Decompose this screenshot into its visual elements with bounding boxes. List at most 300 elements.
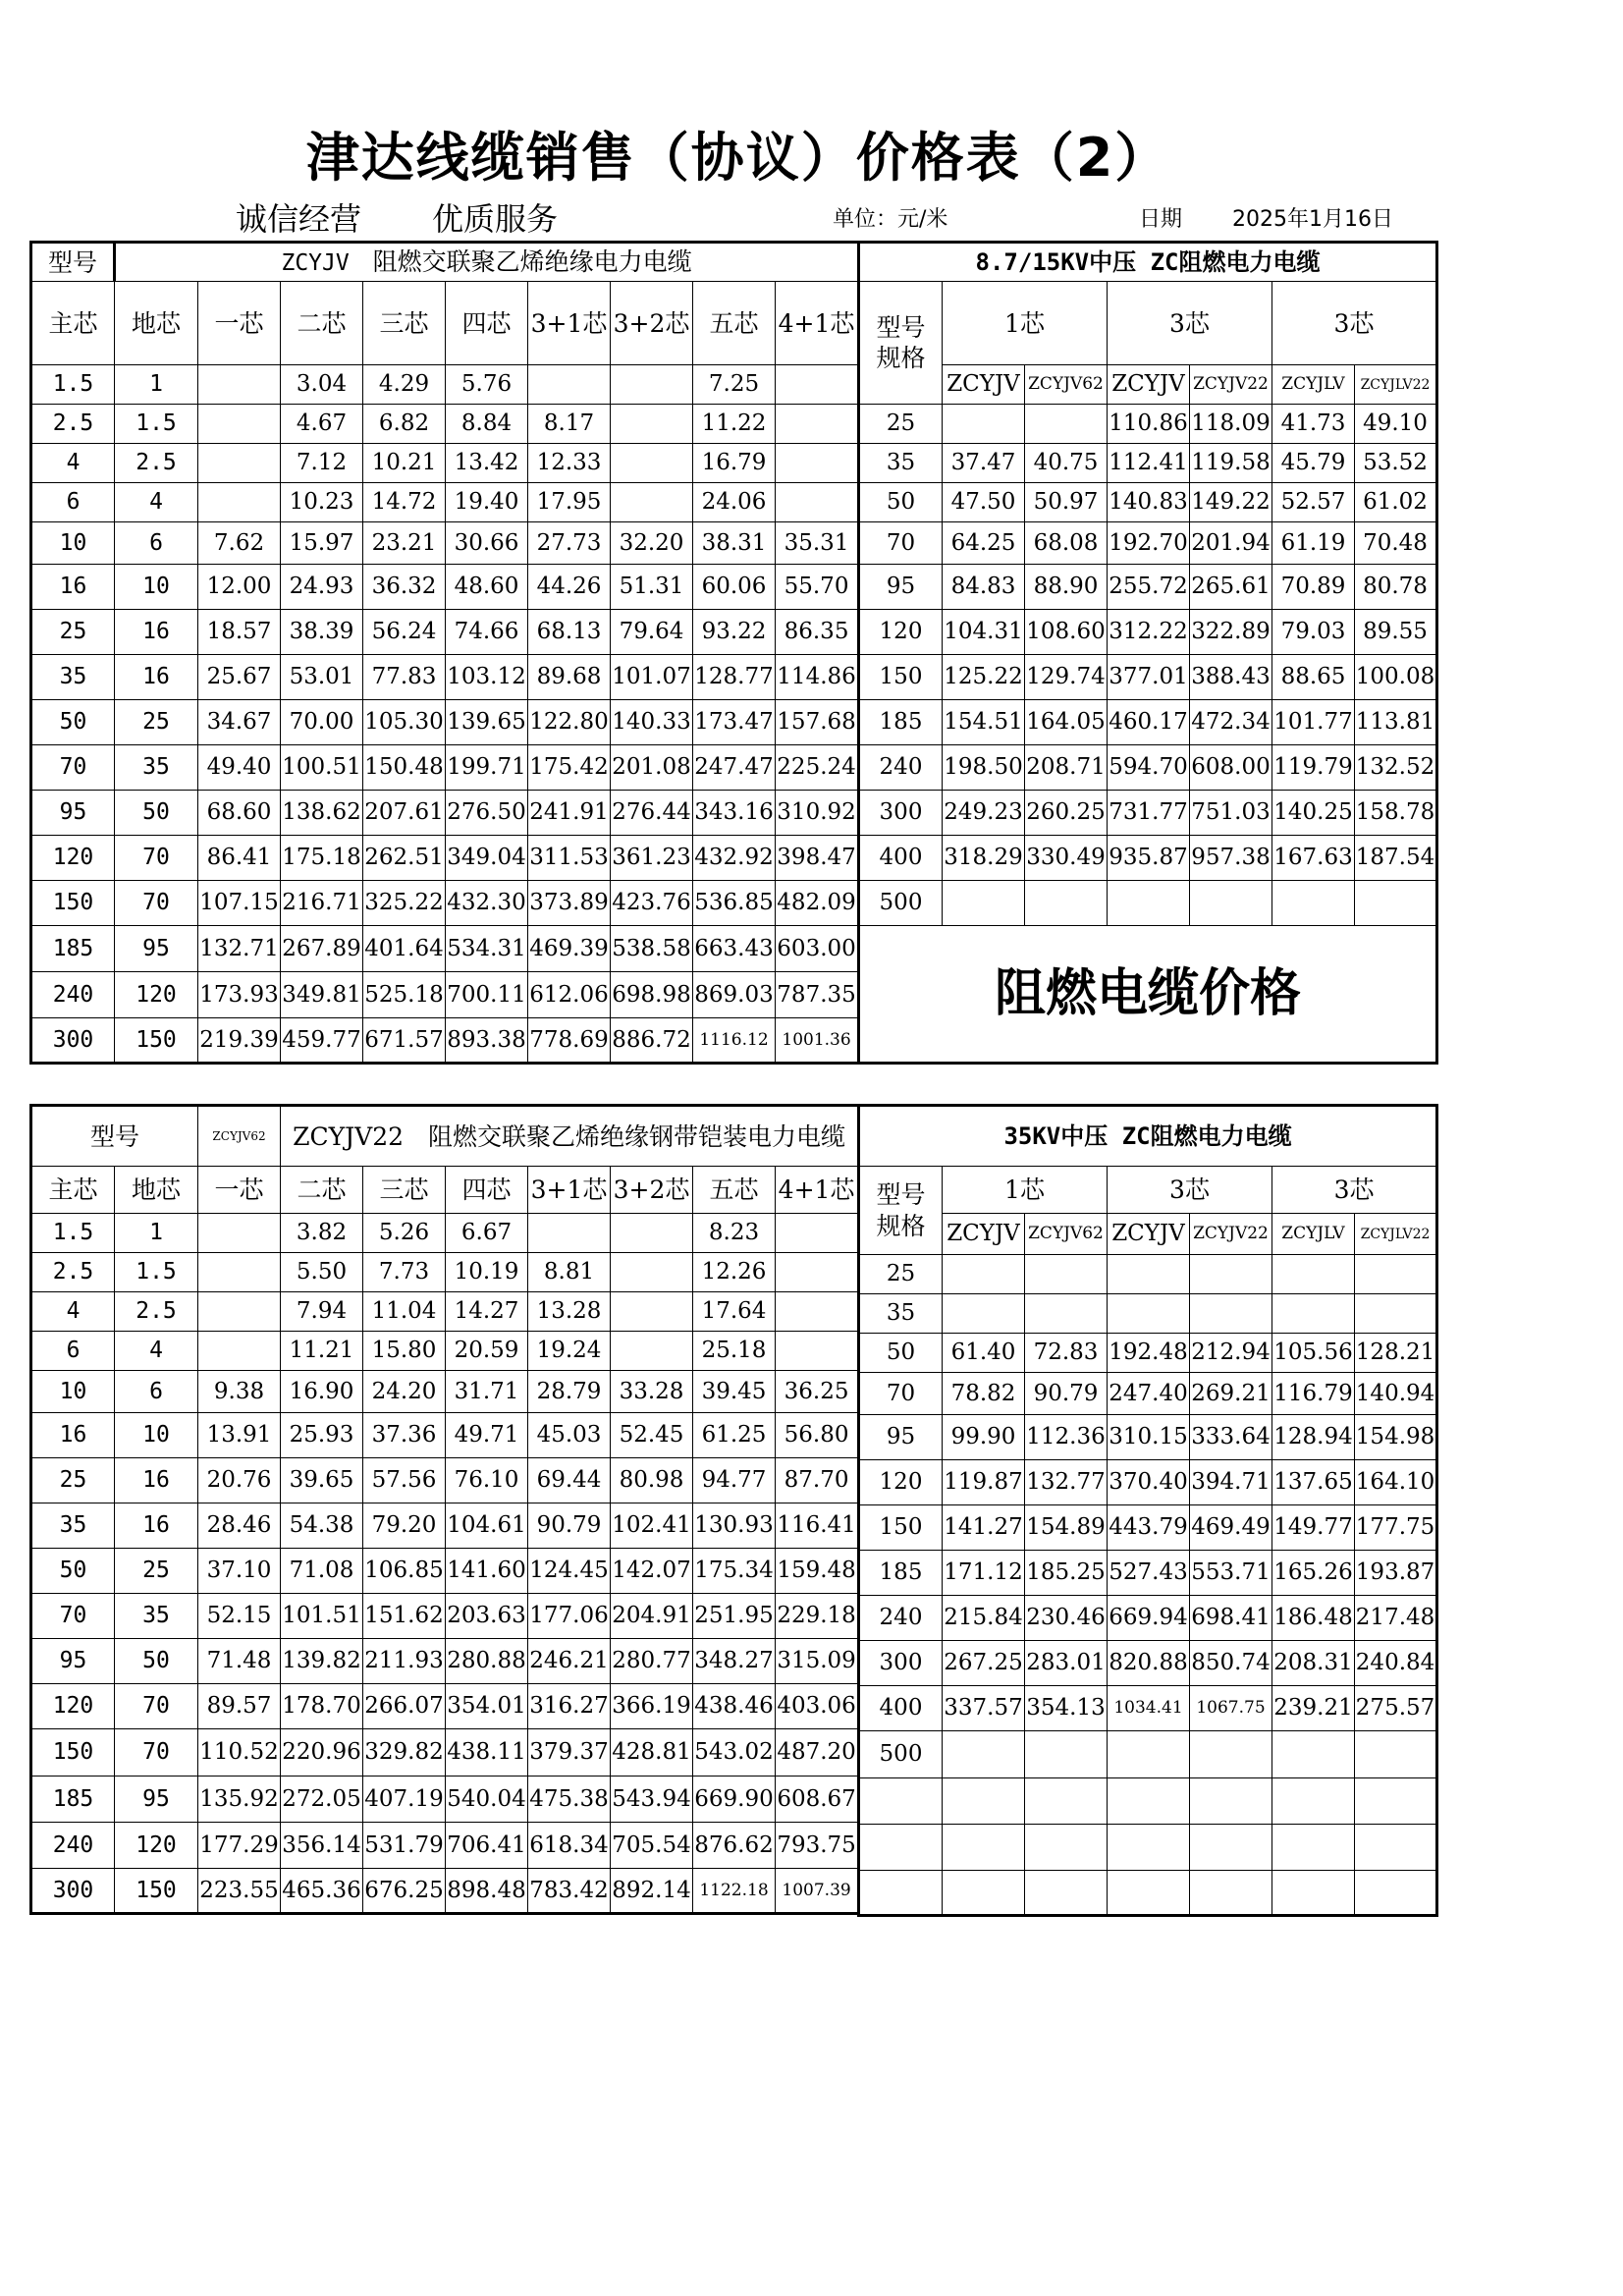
main-core-size: 4 — [31, 1292, 115, 1332]
table-row — [859, 745, 1437, 791]
price-cell: 113.81 — [1355, 700, 1437, 745]
column-header: ZCYJV — [943, 1214, 1025, 1255]
table-row — [859, 1551, 1437, 1596]
table-row — [859, 655, 1437, 700]
ground-core-size: 10 — [115, 565, 198, 610]
main-core-size: 1.5 — [31, 1214, 115, 1253]
price-cell: 31.71 — [446, 1371, 528, 1413]
spec-size: 25 — [859, 1255, 943, 1294]
price-cell: 107.15 — [198, 881, 281, 926]
column-header: 五芯 — [693, 282, 776, 365]
price-cell: 53.01 — [281, 655, 363, 700]
price-cell: 269.21 — [1190, 1373, 1272, 1415]
price-cell: 84.83 — [943, 565, 1025, 610]
column-header: 一芯 — [198, 1167, 281, 1214]
price-cell: 55.70 — [776, 565, 859, 610]
price-cell: 175.18 — [281, 836, 363, 881]
main-core-size: 35 — [31, 655, 115, 700]
price-cell: 199.71 — [446, 745, 528, 791]
price-cell — [1025, 1731, 1108, 1778]
main-core-size: 10 — [31, 1371, 115, 1413]
table-row — [859, 1460, 1437, 1505]
price-cell: 531.79 — [363, 1823, 446, 1869]
price-cell: 49.40 — [198, 745, 281, 791]
price-cell: 935.87 — [1108, 836, 1190, 881]
price-cell — [943, 1294, 1025, 1334]
table-row — [859, 1641, 1437, 1686]
table-row — [859, 1294, 1437, 1334]
price-cell: 12.33 — [528, 444, 611, 483]
price-cell: 125.22 — [943, 655, 1025, 700]
main-core-size: 240 — [31, 972, 115, 1018]
price-cell: 1001.36 — [776, 1018, 859, 1064]
table-row — [31, 972, 859, 1018]
price-cell: 14.72 — [363, 483, 446, 522]
price-cell: 33.28 — [611, 1371, 693, 1413]
price-cell — [1025, 1778, 1108, 1825]
price-cell: 472.34 — [1190, 700, 1272, 745]
price-cell: 28.46 — [198, 1503, 281, 1549]
price-cell — [776, 365, 859, 405]
price-cell: 333.64 — [1190, 1415, 1272, 1460]
price-cell: 8.81 — [528, 1253, 611, 1292]
column-header: ZCYJV — [1108, 1214, 1190, 1255]
price-cell: 61.19 — [1272, 522, 1355, 565]
price-cell: 16.79 — [693, 444, 776, 483]
price-cell: 68.08 — [1025, 522, 1108, 565]
price-cell: 70.89 — [1272, 565, 1355, 610]
column-header: ZCYJV62 — [1025, 365, 1108, 405]
price-cell — [943, 1778, 1025, 1825]
price-cell — [198, 1332, 281, 1371]
price-cell: 140.25 — [1272, 791, 1355, 836]
price-cell: 19.40 — [446, 483, 528, 522]
price-cell: 139.82 — [281, 1639, 363, 1684]
column-header: 4+1芯 — [776, 1167, 859, 1214]
price-cell: 119.58 — [1190, 444, 1272, 483]
price-cell — [1025, 1294, 1108, 1334]
table-row — [31, 1332, 859, 1371]
price-cell: 141.60 — [446, 1549, 528, 1594]
price-cell — [776, 1253, 859, 1292]
spec-size: 150 — [859, 1505, 943, 1551]
price-cell: 13.91 — [198, 1413, 281, 1458]
column-header: 四芯 — [446, 1167, 528, 1214]
table-row — [859, 1825, 1437, 1871]
main-core-size: 6 — [31, 1332, 115, 1371]
column-header: 二芯 — [281, 282, 363, 365]
spec-size: 70 — [859, 1373, 943, 1415]
main-core-size: 25 — [31, 1458, 115, 1503]
price-cell: 112.36 — [1025, 1415, 1108, 1460]
price-cell: 267.25 — [943, 1641, 1025, 1686]
price-cell: 201.08 — [611, 745, 693, 791]
price-cell: 219.39 — [198, 1018, 281, 1064]
price-cell: 70.48 — [1355, 522, 1437, 565]
single-core-header: 1芯 — [943, 1167, 1108, 1214]
price-cell — [1272, 1825, 1355, 1871]
price-cell: 538.58 — [611, 926, 693, 972]
price-cell: 4.29 — [363, 365, 446, 405]
price-cell: 1122.18 — [693, 1869, 776, 1914]
price-cell: 57.56 — [363, 1458, 446, 1503]
price-cell: 612.06 — [528, 972, 611, 1018]
price-cell: 101.07 — [611, 655, 693, 700]
price-cell: 94.77 — [693, 1458, 776, 1503]
price-cell: 211.93 — [363, 1639, 446, 1684]
price-cell: 850.74 — [1190, 1641, 1272, 1686]
price-cell: 432.30 — [446, 881, 528, 926]
price-cell — [1108, 1255, 1190, 1294]
price-cell — [1355, 881, 1437, 926]
main-core-size: 2.5 — [31, 405, 115, 444]
price-cell: 128.21 — [1355, 1334, 1437, 1373]
price-cell: 38.31 — [693, 522, 776, 565]
price-cell: 356.14 — [281, 1823, 363, 1869]
price-cell — [611, 405, 693, 444]
price-cell — [611, 365, 693, 405]
price-cell: 216.71 — [281, 881, 363, 926]
price-cell: 61.25 — [693, 1413, 776, 1458]
table-row — [859, 1334, 1437, 1373]
price-cell: 157.68 — [776, 700, 859, 745]
price-cell — [1355, 1825, 1437, 1871]
price-cell: 6.67 — [446, 1214, 528, 1253]
spec-size: 185 — [859, 1551, 943, 1596]
price-cell: 255.72 — [1108, 565, 1190, 610]
column-header: ZCYJLV22 — [1355, 1214, 1437, 1255]
table-row — [31, 1253, 859, 1292]
price-cell: 118.09 — [1190, 405, 1272, 444]
price-cell — [1025, 1825, 1108, 1871]
price-cell — [1355, 1731, 1437, 1778]
spec-size: 400 — [859, 836, 943, 881]
price-cell: 751.03 — [1190, 791, 1272, 836]
price-cell: 247.40 — [1108, 1373, 1190, 1415]
price-cell: 110.52 — [198, 1729, 281, 1777]
table-row — [31, 1869, 859, 1914]
price-cell: 129.74 — [1025, 655, 1108, 700]
table-row — [859, 1596, 1437, 1641]
price-cell: 469.49 — [1190, 1505, 1272, 1551]
price-cell — [1025, 1255, 1108, 1294]
price-cell: 7.12 — [281, 444, 363, 483]
column-header: 3+1芯 — [528, 282, 611, 365]
price-cell: 177.29 — [198, 1823, 281, 1869]
price-cell: 443.79 — [1108, 1505, 1190, 1551]
spec-size: 70 — [859, 522, 943, 565]
ground-core-size: 35 — [115, 745, 198, 791]
price-cell: 86.35 — [776, 610, 859, 655]
price-cell: 266.07 — [363, 1684, 446, 1729]
price-cell: 275.57 — [1355, 1686, 1437, 1731]
price-cell: 25.93 — [281, 1413, 363, 1458]
top-left-section-title — [115, 243, 859, 282]
table-row — [31, 365, 859, 405]
price-cell: 898.48 — [446, 1869, 528, 1914]
price-cell: 373.89 — [528, 881, 611, 926]
column-header: 三芯 — [363, 1167, 446, 1214]
price-cell — [198, 483, 281, 522]
flame-retardant-price-banner: 阻燃电缆价格 — [859, 926, 1437, 1064]
ground-core-size: 150 — [115, 1869, 198, 1914]
column-header: ZCYJLV22 — [1355, 365, 1437, 405]
bottom-right-section-title: 35KV中压 ZC阻燃电力电缆 — [859, 1106, 1437, 1167]
single-core-header: 1芯 — [943, 282, 1108, 365]
ground-core-size: 6 — [115, 522, 198, 565]
price-cell: 276.44 — [611, 791, 693, 836]
price-cell: 45.79 — [1272, 444, 1355, 483]
spec-size: 120 — [859, 1460, 943, 1505]
price-cell: 100.08 — [1355, 655, 1437, 700]
price-cell: 104.31 — [943, 610, 1025, 655]
price-cell: 7.25 — [693, 365, 776, 405]
price-cell: 36.32 — [363, 565, 446, 610]
price-cell: 608.67 — [776, 1777, 859, 1823]
price-cell — [1025, 1871, 1108, 1916]
price-cell: 164.10 — [1355, 1460, 1437, 1505]
price-cell: 154.89 — [1025, 1505, 1108, 1551]
ground-core-size: 16 — [115, 1458, 198, 1503]
price-cell: 124.45 — [528, 1549, 611, 1594]
price-cell: 50.97 — [1025, 483, 1108, 522]
price-cell: 187.54 — [1355, 836, 1437, 881]
price-cell: 74.66 — [446, 610, 528, 655]
price-cell — [611, 444, 693, 483]
three-core-header-al: 3芯 — [1272, 282, 1437, 365]
price-cell: 201.94 — [1190, 522, 1272, 565]
price-cell: 10.23 — [281, 483, 363, 522]
price-cell: 217.48 — [1355, 1596, 1437, 1641]
price-cell: 12.26 — [693, 1253, 776, 1292]
price-cell: 99.90 — [943, 1415, 1025, 1460]
table-row — [31, 565, 859, 610]
price-cell: 787.35 — [776, 972, 859, 1018]
price-cell: 438.46 — [693, 1684, 776, 1729]
column-header: 一芯 — [198, 282, 281, 365]
price-cell: 89.55 — [1355, 610, 1437, 655]
price-cell: 49.71 — [446, 1413, 528, 1458]
price-cell: 315.09 — [776, 1639, 859, 1684]
table-row — [859, 836, 1437, 881]
spec-size — [859, 1871, 943, 1916]
spec-size — [859, 1825, 943, 1871]
ground-core-size: 50 — [115, 1639, 198, 1684]
price-cell: 139.65 — [446, 700, 528, 745]
price-cell: 49.10 — [1355, 405, 1437, 444]
price-cell: 16.90 — [281, 1371, 363, 1413]
price-cell: 312.22 — [1108, 610, 1190, 655]
price-cell: 370.40 — [1108, 1460, 1190, 1505]
price-cell: 192.70 — [1108, 522, 1190, 565]
price-cell: 53.52 — [1355, 444, 1437, 483]
price-cell: 154.98 — [1355, 1415, 1437, 1460]
price-cell: 241.91 — [528, 791, 611, 836]
price-cell: 7.94 — [281, 1292, 363, 1332]
price-cell — [1108, 1825, 1190, 1871]
price-cell: 7.62 — [198, 522, 281, 565]
price-cell: 112.41 — [1108, 444, 1190, 483]
price-cell: 876.62 — [693, 1823, 776, 1869]
price-cell — [1355, 1255, 1437, 1294]
price-cell: 700.11 — [446, 972, 528, 1018]
price-cell: 676.25 — [363, 1869, 446, 1914]
price-cell: 310.15 — [1108, 1415, 1190, 1460]
price-cell: 105.30 — [363, 700, 446, 745]
price-cell: 72.83 — [1025, 1334, 1108, 1373]
ground-core-size: 95 — [115, 1777, 198, 1823]
spec-size: 95 — [859, 1415, 943, 1460]
price-cell — [1108, 1731, 1190, 1778]
price-cell: 223.55 — [198, 1869, 281, 1914]
price-cell: 212.94 — [1190, 1334, 1272, 1373]
price-cell: 87.70 — [776, 1458, 859, 1503]
price-cell: 247.47 — [693, 745, 776, 791]
price-cell: 5.50 — [281, 1253, 363, 1292]
price-cell: 13.42 — [446, 444, 528, 483]
column-header: 三芯 — [363, 282, 446, 365]
ground-core-size: 70 — [115, 881, 198, 926]
price-cell: 487.20 — [776, 1729, 859, 1777]
price-cell: 280.77 — [611, 1639, 693, 1684]
price-cell: 76.10 — [446, 1458, 528, 1503]
date-value: 2025年1月16日 — [1232, 207, 1393, 232]
ground-core-size: 16 — [115, 655, 198, 700]
price-cell: 17.64 — [693, 1292, 776, 1332]
main-core-size: 120 — [31, 836, 115, 881]
price-cell: 101.77 — [1272, 700, 1355, 745]
price-cell: 310.92 — [776, 791, 859, 836]
price-cell: 11.22 — [693, 405, 776, 444]
price-cell: 15.97 — [281, 522, 363, 565]
price-cell: 594.70 — [1108, 745, 1190, 791]
price-cell: 18.57 — [198, 610, 281, 655]
price-cell — [198, 1253, 281, 1292]
table-row — [31, 700, 859, 745]
column-header: 二芯 — [281, 1167, 363, 1214]
price-cell: 106.85 — [363, 1549, 446, 1594]
price-cell: 69.44 — [528, 1458, 611, 1503]
table-row — [859, 483, 1437, 522]
price-cell: 185.25 — [1025, 1551, 1108, 1596]
price-cell: 553.71 — [1190, 1551, 1272, 1596]
main-core-size: 120 — [31, 1684, 115, 1729]
price-cell: 957.38 — [1190, 836, 1272, 881]
three-core-header: 3芯 — [1108, 1167, 1272, 1214]
ground-core-size: 1.5 — [115, 1253, 198, 1292]
ground-core-size: 16 — [115, 1503, 198, 1549]
table-row — [31, 1292, 859, 1332]
price-cell: 280.88 — [446, 1639, 528, 1684]
price-cell: 432.92 — [693, 836, 776, 881]
table-row — [31, 1594, 859, 1639]
ground-core-size: 35 — [115, 1594, 198, 1639]
price-cell: 6.82 — [363, 405, 446, 444]
price-cell — [1025, 881, 1108, 926]
price-cell: 203.63 — [446, 1594, 528, 1639]
price-cell: 10.21 — [363, 444, 446, 483]
price-cell: 39.45 — [693, 1371, 776, 1413]
table-row — [859, 881, 1437, 926]
table-row — [31, 1729, 859, 1777]
main-core-header: 主芯 — [31, 1167, 115, 1214]
price-cell: 893.38 — [446, 1018, 528, 1064]
price-cell — [1355, 1871, 1437, 1916]
price-cell: 540.04 — [446, 1777, 528, 1823]
price-cell: 88.90 — [1025, 565, 1108, 610]
price-cell: 698.98 — [611, 972, 693, 1018]
table-row — [31, 836, 859, 881]
price-cell: 88.65 — [1272, 655, 1355, 700]
main-core-size: 300 — [31, 1018, 115, 1064]
price-cell: 465.36 — [281, 1869, 363, 1914]
main-core-size: 10 — [31, 522, 115, 565]
price-cell: 60.06 — [693, 565, 776, 610]
price-cell: 151.62 — [363, 1594, 446, 1639]
price-cell — [943, 1731, 1025, 1778]
price-cell: 128.77 — [693, 655, 776, 700]
price-cell: 354.01 — [446, 1684, 528, 1729]
column-header: ZCYJLV — [1272, 365, 1355, 405]
main-core-size: 185 — [31, 926, 115, 972]
price-cell: 61.02 — [1355, 483, 1437, 522]
price-cell: 110.86 — [1108, 405, 1190, 444]
price-cell — [611, 1214, 693, 1253]
price-cell — [528, 1214, 611, 1253]
table-row — [31, 1549, 859, 1594]
price-cell: 122.80 — [528, 700, 611, 745]
price-cell: 37.47 — [943, 444, 1025, 483]
price-cell: 10.19 — [446, 1253, 528, 1292]
model-code-armored: ZCYJV62 — [198, 1106, 281, 1167]
ground-core-size: 1 — [115, 365, 198, 405]
price-cell — [776, 1332, 859, 1371]
price-cell: 71.08 — [281, 1549, 363, 1594]
price-cell: 20.76 — [198, 1458, 281, 1503]
price-cell — [1272, 1294, 1355, 1334]
main-core-size: 150 — [31, 881, 115, 926]
table-row — [31, 1639, 859, 1684]
price-cell: 361.23 — [611, 836, 693, 881]
main-core-size: 35 — [31, 1503, 115, 1549]
price-cell — [943, 1871, 1025, 1916]
price-cell: 603.00 — [776, 926, 859, 972]
price-cell: 705.54 — [611, 1823, 693, 1869]
price-cell: 56.80 — [776, 1413, 859, 1458]
ground-core-size: 4 — [115, 1332, 198, 1371]
main-core-size: 50 — [31, 1549, 115, 1594]
price-cell: 24.20 — [363, 1371, 446, 1413]
price-cell: 119.87 — [943, 1460, 1025, 1505]
price-cell — [198, 444, 281, 483]
spec-size: 185 — [859, 700, 943, 745]
table-row — [859, 791, 1437, 836]
page-title: 津达线缆销售（协议）价格表（2） — [305, 127, 1170, 189]
table-row — [31, 881, 859, 926]
price-cell: 283.01 — [1025, 1641, 1108, 1686]
price-cell: 90.79 — [528, 1503, 611, 1549]
spec-size: 400 — [859, 1686, 943, 1731]
table-row — [859, 610, 1437, 655]
spec-size: 50 — [859, 483, 943, 522]
three-core-header-al: 3芯 — [1272, 1167, 1437, 1214]
price-cell: 698.41 — [1190, 1596, 1272, 1641]
main-core-size: 16 — [31, 1413, 115, 1458]
price-cell: 132.77 — [1025, 1460, 1108, 1505]
table-row — [31, 1777, 859, 1823]
spec-size: 500 — [859, 1731, 943, 1778]
price-cell: 1007.39 — [776, 1869, 859, 1914]
